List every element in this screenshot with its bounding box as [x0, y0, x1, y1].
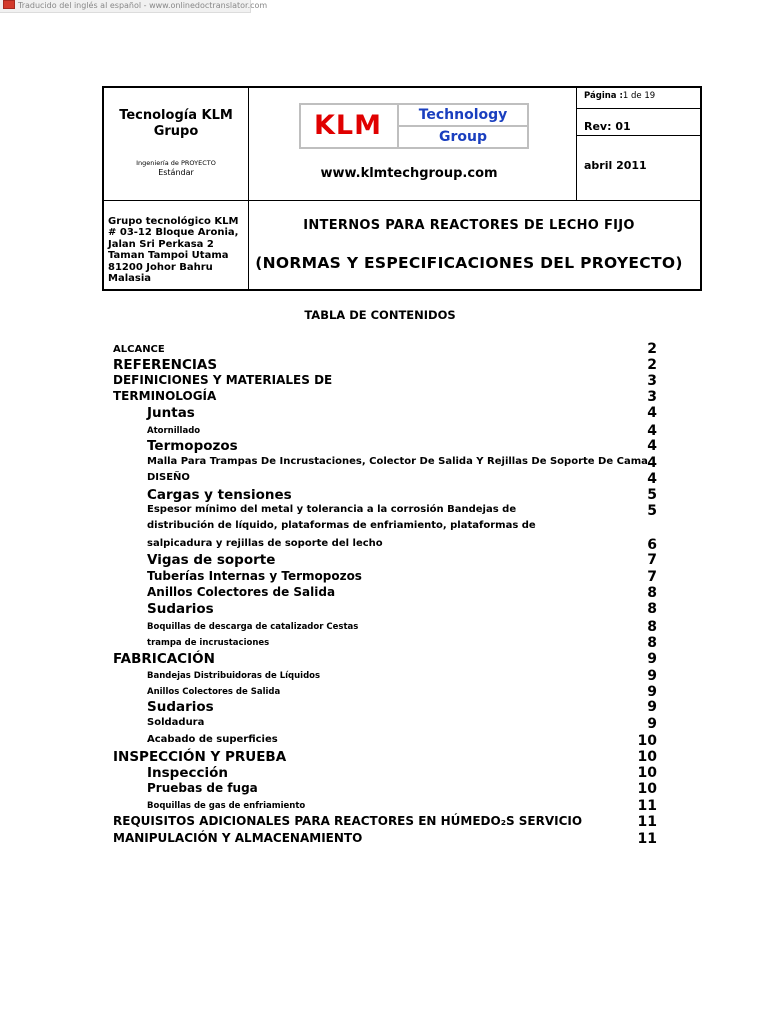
toc-entry-label: INSPECCIÓN Y PRUEBA: [113, 749, 287, 765]
toc-entry-page: 5: [647, 487, 657, 503]
date: abril 2011: [584, 159, 647, 172]
toc-entry-page: 3: [647, 389, 657, 405]
toc-entry[interactable]: [0, 423, 768, 439]
toc-entry[interactable]: [0, 405, 768, 421]
toc-entry-page: 10: [637, 765, 657, 781]
toc-entry-label: Juntas: [147, 405, 195, 421]
company-name-line: Tecnología KLM: [119, 108, 233, 123]
toc-entry-label: Boquillas de gas de enfriamiento: [147, 801, 306, 811]
toc-entry-label: FABRICACIÓN: [113, 651, 215, 667]
document-title: INTERNOS PARA REACTORES DE LECHO FIJO: [303, 218, 635, 233]
toc-entry[interactable]: [0, 341, 768, 357]
translator-flag-icon: [3, 0, 15, 9]
address-line: 81200 Johor Bahru: [108, 261, 213, 273]
address-line: Jalan Sri Perkasa 2: [108, 238, 214, 250]
toc-entry[interactable]: [0, 635, 768, 651]
company-name-line: Grupo: [153, 124, 199, 139]
toc-entry-page: 2: [647, 341, 657, 357]
address-line: # 03-12 Bloque Aronia,: [108, 227, 239, 239]
toc-entry-label: Bandejas Distribuidoras de Líquidos: [147, 671, 321, 681]
translator-banner[interactable]: [0, 0, 268, 13]
toc-entry[interactable]: [0, 798, 768, 814]
toc-entry[interactable]: [0, 619, 768, 635]
toc-entry-label: Cargas y tensiones: [147, 487, 292, 503]
toc-entry-label: Anillos Colectores de Salida: [147, 687, 281, 697]
toc-entry[interactable]: [0, 455, 768, 471]
toc-entry[interactable]: [0, 684, 768, 700]
toc-entry[interactable]: [0, 389, 768, 405]
toc-entry[interactable]: [0, 733, 768, 749]
translator-banner-text: Traducido del inglés al español - www.onlinedoctranslator.com: [18, 1, 268, 10]
toc-entry-label: Tuberías Internas y Termopozos: [147, 569, 362, 583]
header-divider: [576, 87, 577, 201]
toc-entry-label: REQUISITOS ADICIONALES PARA REACTORES EN HÚMEDO₂S SERVICIO: [113, 814, 583, 828]
toc-entry[interactable]: [0, 814, 768, 830]
toc-entry-label: Atornillado: [147, 426, 201, 436]
toc-entry-page: 9: [647, 699, 657, 715]
toc-entry-label: distribución de líquido, plataformas de enfriamiento, plataformas de: [147, 520, 536, 531]
toc-entry-page: 8: [647, 585, 657, 601]
toc-title: TABLA DE CONTENIDOS: [304, 308, 456, 322]
toc-entry[interactable]: [0, 471, 768, 487]
toc-entry-page: 10: [637, 749, 657, 765]
logo-group-text: Group: [438, 129, 487, 145]
toc-entry-page: 7: [647, 552, 657, 568]
header-divider: [103, 200, 701, 201]
toc-entry-page: 7: [647, 569, 657, 585]
toc-entry[interactable]: [0, 357, 768, 373]
standard-line: Estándar: [158, 168, 194, 177]
toc-entry-label: Anillos Colectores de Salida: [147, 585, 336, 599]
revision: Rev: 01: [584, 120, 631, 133]
toc-entry-label: Sudarios: [147, 601, 214, 617]
address-line: Taman Tampoi Utama: [108, 250, 229, 262]
toc-entry-label: Malla Para Trampas De Incrustaciones, Colector De Salida Y Rejillas De Soporte De Cama: [147, 456, 648, 467]
toc-entry[interactable]: [0, 651, 768, 667]
toc-entry-page: 9: [647, 684, 657, 700]
address-line: Malasia: [108, 273, 152, 285]
toc-entry-page: 4: [647, 455, 657, 471]
document-subtitle: (NORMAS Y ESPECIFICACIONES DEL PROYECTO): [255, 254, 683, 272]
page-indicator: [584, 91, 655, 101]
toc-entry[interactable]: [0, 831, 768, 847]
toc-entry-page: 10: [637, 781, 657, 797]
toc-entry[interactable]: [0, 585, 768, 601]
toc-entry-label: Termopozos: [147, 438, 238, 454]
toc-entry-page: 4: [647, 405, 657, 421]
toc-entry[interactable]: [0, 699, 768, 715]
toc-entry[interactable]: [0, 520, 768, 536]
toc-entry-page: 11: [637, 814, 657, 830]
toc-entry-label: salpicadura y rejillas de soporte del lecho: [147, 538, 383, 549]
toc-entry[interactable]: [0, 668, 768, 684]
page-label: Página :: [584, 91, 623, 101]
toc-entry-page: 9: [647, 668, 657, 684]
toc-entry[interactable]: [0, 552, 768, 568]
toc-entry-label: REFERENCIAS: [113, 357, 218, 373]
toc-entry-label: trampa de incrustaciones: [147, 638, 270, 648]
klm-logo: [299, 103, 529, 149]
toc-entry-page: 8: [647, 601, 657, 617]
toc-entry[interactable]: [0, 601, 768, 617]
toc-entry-label: Boquillas de descarga de catalizador Cestas: [147, 622, 359, 632]
toc-entry-page: 11: [637, 798, 657, 814]
toc-entry-label: ALCANCE: [113, 344, 165, 355]
toc-entry-label: Pruebas de fuga: [147, 781, 258, 795]
toc-entry-label: Inspección: [147, 765, 229, 781]
toc-entry-page: 4: [647, 438, 657, 454]
website-link[interactable]: www.klmtechgroup.com: [320, 166, 498, 181]
toc-entry-page: 9: [647, 651, 657, 667]
toc-entry[interactable]: [0, 537, 768, 553]
toc-entry-label: Espesor mínimo del metal y tolerancia a la corrosión Bandejas de: [147, 504, 517, 515]
toc-entry[interactable]: [0, 373, 768, 389]
toc-entry-page: 3: [647, 373, 657, 389]
toc-entry-label: Soldadura: [147, 717, 205, 728]
address-line: Grupo tecnológico KLM: [108, 216, 239, 227]
toc-entry[interactable]: [0, 716, 768, 732]
toc-entry[interactable]: [0, 438, 768, 454]
logo-technology-text: Technology: [399, 105, 527, 127]
toc-entry-page: 10: [637, 733, 657, 749]
engineering-line: Ingeniería de PROYECTO: [136, 159, 216, 167]
toc-entry-page: 4: [647, 471, 657, 487]
toc-entry-page: 5: [647, 503, 657, 519]
logo-klm-text: KLM: [314, 110, 382, 141]
engineering-standard: [104, 158, 248, 178]
toc-entry[interactable]: [0, 569, 768, 585]
toc-entry-page: 11: [637, 831, 657, 847]
toc-entry-page: 8: [647, 635, 657, 651]
company-address: [108, 216, 248, 284]
toc-entry-label: Acabado de superficies: [147, 734, 278, 745]
toc-entry-label: TERMINOLOGÍA: [113, 389, 217, 403]
toc-entry-page: 2: [647, 357, 657, 373]
toc-entry-label: Sudarios: [147, 699, 214, 715]
header-divider: [577, 108, 701, 109]
toc-entry-label: DISEÑO: [147, 472, 190, 483]
toc-entry[interactable]: [0, 765, 768, 781]
toc-entry[interactable]: [0, 503, 768, 519]
toc-entry[interactable]: [0, 487, 768, 503]
toc-entry-page: 8: [647, 619, 657, 635]
header-divider: [577, 135, 701, 136]
toc-entry-label: DEFINICIONES Y MATERIALES DE: [113, 373, 333, 387]
toc-entry[interactable]: [0, 749, 768, 765]
page-value: 1 de 19: [622, 91, 656, 101]
toc-entry-label: Vigas de soporte: [147, 552, 276, 568]
toc-entry-label: MANIPULACIÓN Y ALMACENAMIENTO: [113, 831, 363, 845]
toc-entry-page: 9: [647, 716, 657, 732]
toc-entry[interactable]: [0, 781, 768, 797]
toc-entry-page: 6: [647, 537, 657, 553]
toc-entry-page: 4: [647, 423, 657, 439]
company-name: [104, 108, 248, 140]
